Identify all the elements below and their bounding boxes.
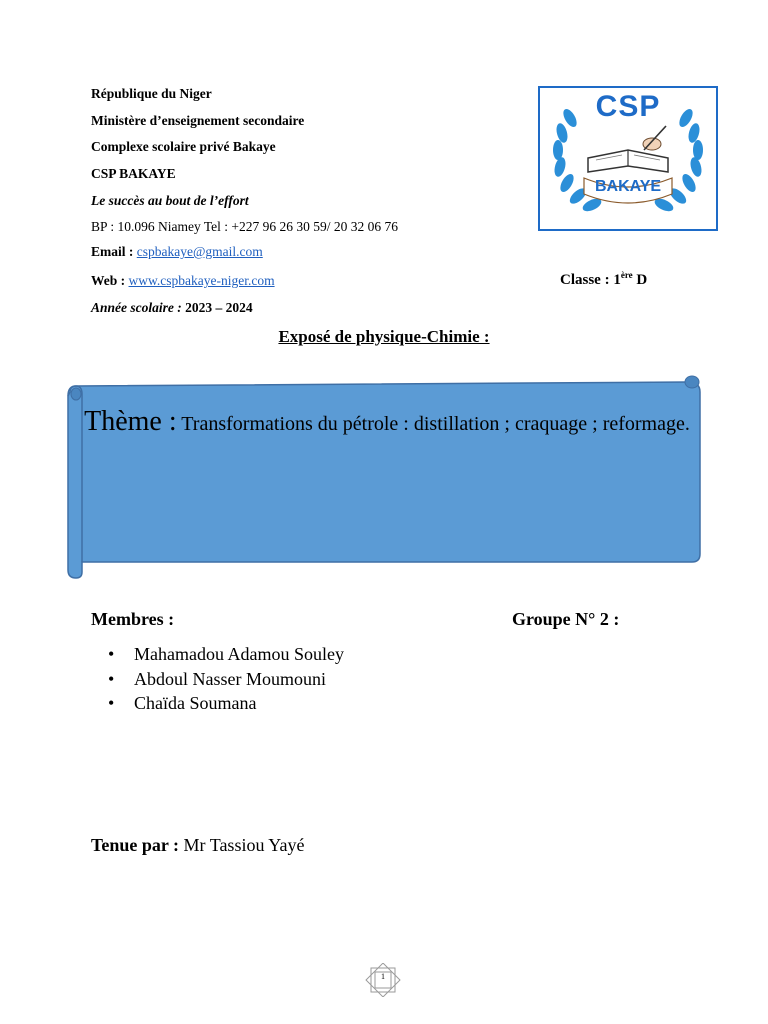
page-number	[363, 963, 403, 997]
tenue-line	[91, 835, 304, 856]
csp-line: CSP BAKAYE	[91, 166, 176, 181]
email-label: Email :	[91, 244, 134, 259]
web-line	[91, 272, 275, 290]
expose-title: Exposé de physique-Chimie :	[278, 327, 490, 346]
bp-tel-line: BP : 10.096 Niamey Tel : +227 96 26 30 59/ 20 32 06 76	[91, 219, 399, 234]
annee-label: Année scolaire :	[91, 300, 182, 315]
ministere-line: Ministère d’enseignement secondaire	[91, 113, 305, 128]
web-link[interactable]: www.cspbakaye-niger.com	[128, 273, 275, 288]
email-link[interactable]: cspbakaye@gmail.com	[136, 244, 263, 259]
annee-line	[91, 299, 253, 317]
theme-content: Transformations du pétrole : distillation ; craquage ; reformage.	[181, 413, 690, 435]
annee-value: 2023 – 2024	[185, 300, 253, 315]
page-number-text: 1	[381, 972, 385, 981]
email-line	[91, 243, 263, 261]
classe-sup: ère	[620, 270, 633, 280]
tenue-label: Tenue par :	[91, 835, 180, 855]
theme-label: Thème :	[84, 406, 177, 437]
groupe-label: Groupe N° 2 :	[512, 609, 620, 629]
logo-bottom-text: BAKAYE	[594, 178, 662, 195]
classe-suffix: D	[636, 272, 648, 288]
list-item: • Chaïda Soumana	[106, 691, 344, 716]
logo-top-text: CSP	[595, 90, 661, 123]
membres-label: Membres :	[91, 609, 175, 629]
complexe-line: Complexe scolaire privé Bakaye	[91, 139, 276, 154]
list-item: • Abdoul Nasser Moumouni	[106, 667, 344, 692]
theme-scroll-banner	[64, 372, 704, 580]
theme-text	[84, 408, 690, 438]
web-label: Web :	[91, 273, 126, 288]
tenue-name: Mr Tassiou Yayé	[183, 835, 305, 855]
school-logo	[538, 86, 718, 231]
list-item: • Mahamadou Adamou Souley	[106, 642, 344, 667]
classe-label	[560, 270, 647, 289]
devise-line: Le succès au bout de l’effort	[91, 193, 249, 208]
republique-line: République du Niger	[91, 86, 212, 101]
members-list	[106, 642, 344, 716]
classe-prefix: Classe : 1	[560, 272, 621, 288]
